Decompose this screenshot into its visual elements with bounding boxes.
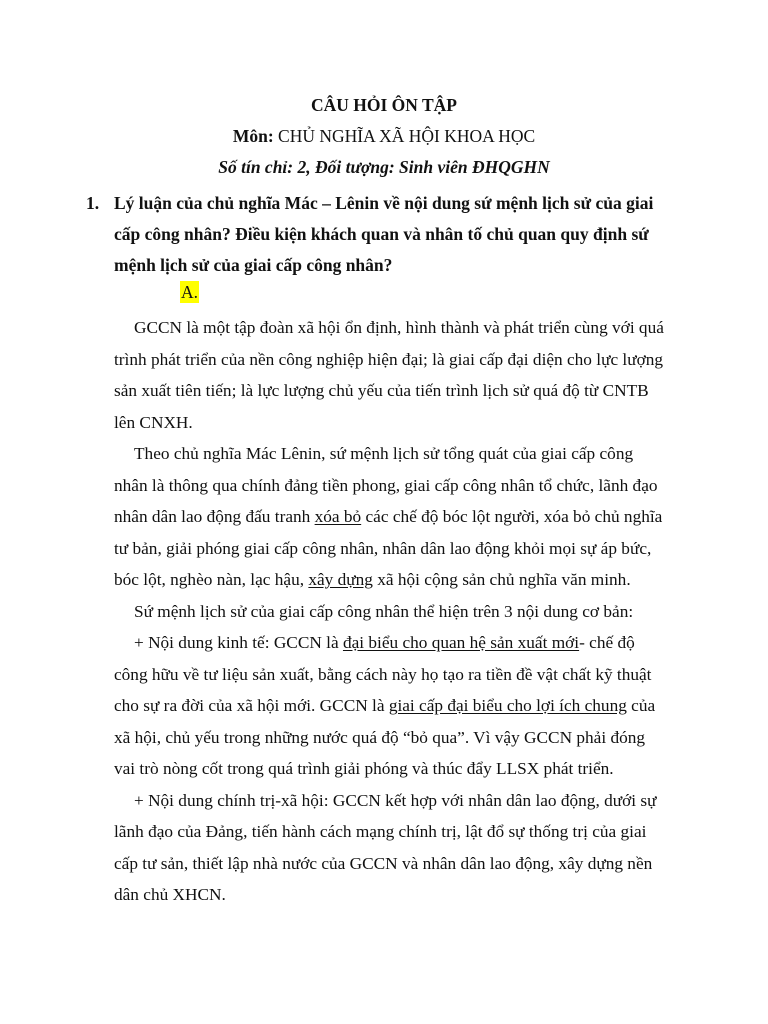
document-subject	[0, 125, 768, 147]
paragraph-line	[114, 690, 684, 722]
paragraph-line: công hữu về tư liệu sản xuất, bằng cách này họ tạo ra tiền đề vật chất kỹ thuật	[114, 664, 652, 684]
underlined-term: đại biểu cho quan hệ sản xuất mới	[342, 633, 580, 652]
paragraph-line: vai trò nòng cốt trong quá trình giải phóng và thúc đẩy LLSX phát triển.	[114, 759, 614, 778]
paragraph-line: Sứ mệnh lịch sử của giai cấp công nhân thể hiện trên 3 nội dung cơ bản:	[134, 601, 634, 621]
paragraph-line: tư bản, giải phóng giai cấp công nhân, nhân dân lao động khỏi mọi sự áp bức,	[114, 538, 652, 558]
paragraph-line: GCCN là một tập đoàn xã hội ổn định, hình thành và phát triển cùng với quá	[134, 318, 664, 337]
answer-marker-highlighted: A.	[181, 282, 199, 302]
document-title: CÂU HỎI ÔN TẬP	[310, 95, 457, 115]
subject-prefix: Môn:	[232, 126, 279, 146]
text-run: cho sự ra đời của xã hội mới. GCCN là	[114, 696, 389, 715]
question-line: Lý luận của chủ nghĩa Mác – Lênin về nội dung sứ mệnh lịch sử của giai	[114, 193, 654, 213]
question-line: cấp công nhân? Điều kiện khách quan và nhân tố chủ quan quy định sứ	[114, 224, 649, 244]
paragraph-line	[114, 627, 684, 659]
paragraph-line: lãnh đạo của Đảng, tiến hành cách mạng chính trị, lật đổ sự thống trị của giai	[114, 822, 647, 841]
text-run: nhân dân lao động đấu tranh	[114, 507, 315, 526]
text-run: bóc lột, nghèo nàn, lạc hậu,	[114, 570, 309, 589]
paragraph-line: nhân là thông qua chính đảng tiền phong, giai cấp công nhân tổ chức, lãnh đạo	[114, 475, 658, 495]
text-run: của	[626, 696, 656, 715]
paragraph-line: dân chủ XHCN.	[114, 885, 226, 904]
underlined-term: xây dựng	[308, 570, 373, 589]
question-line: mệnh lịch sử của giai cấp công nhân?	[114, 255, 393, 275]
question-text	[114, 188, 686, 281]
underlined-term: giai cấp đại biểu cho lợi ích chung	[388, 696, 627, 715]
text-run: các chế độ bóc lột người, xóa bỏ chủ nghĩa	[361, 507, 663, 526]
underlined-term: xóa bỏ	[314, 507, 362, 526]
question-number: 1.	[86, 193, 100, 213]
paragraph-line: + Nội dung chính trị-xã hội: GCCN kết hợp với nhân dân lao động, dưới sự	[134, 790, 657, 810]
text-run: - chế độ	[579, 633, 635, 652]
paragraph-line	[114, 564, 684, 596]
document-credits: Số tín chỉ: 2, Đối tượng: Sinh viên ĐHQGHN	[218, 157, 550, 177]
paragraph-line: Theo chủ nghĩa Mác Lênin, sứ mệnh lịch sử tổng quát của giai cấp công	[134, 444, 634, 463]
paragraph-line: trình phát triển của nền công nghiệp hiện đại; là giai cấp đại diện cho lực lượng	[114, 349, 664, 369]
paragraph-line: xã hội, chủ yếu trong những nước quá độ “bỏ qua”. Vì vậy GCCN phải đóng	[114, 727, 646, 747]
subject-name: CHỦ NGHĨA XÃ HỘI KHOA HỌC	[278, 126, 536, 146]
text-run: + Nội dung kinh tế: GCCN là	[134, 633, 343, 652]
paragraph-line	[114, 501, 684, 533]
paragraph-line: lên CNXH.	[114, 412, 193, 432]
paragraph-line: cấp tư sản, thiết lập nhà nước của GCCN và nhân dân lao động, xây dựng nền	[114, 853, 653, 873]
paragraph-line: sản xuất tiên tiến; là lực lượng chủ yếu của tiến trình lịch sử quá độ từ CNTB	[114, 381, 649, 400]
answer-body	[114, 312, 684, 911]
text-run: xã hội cộng sản chủ nghĩa văn minh.	[372, 570, 631, 589]
